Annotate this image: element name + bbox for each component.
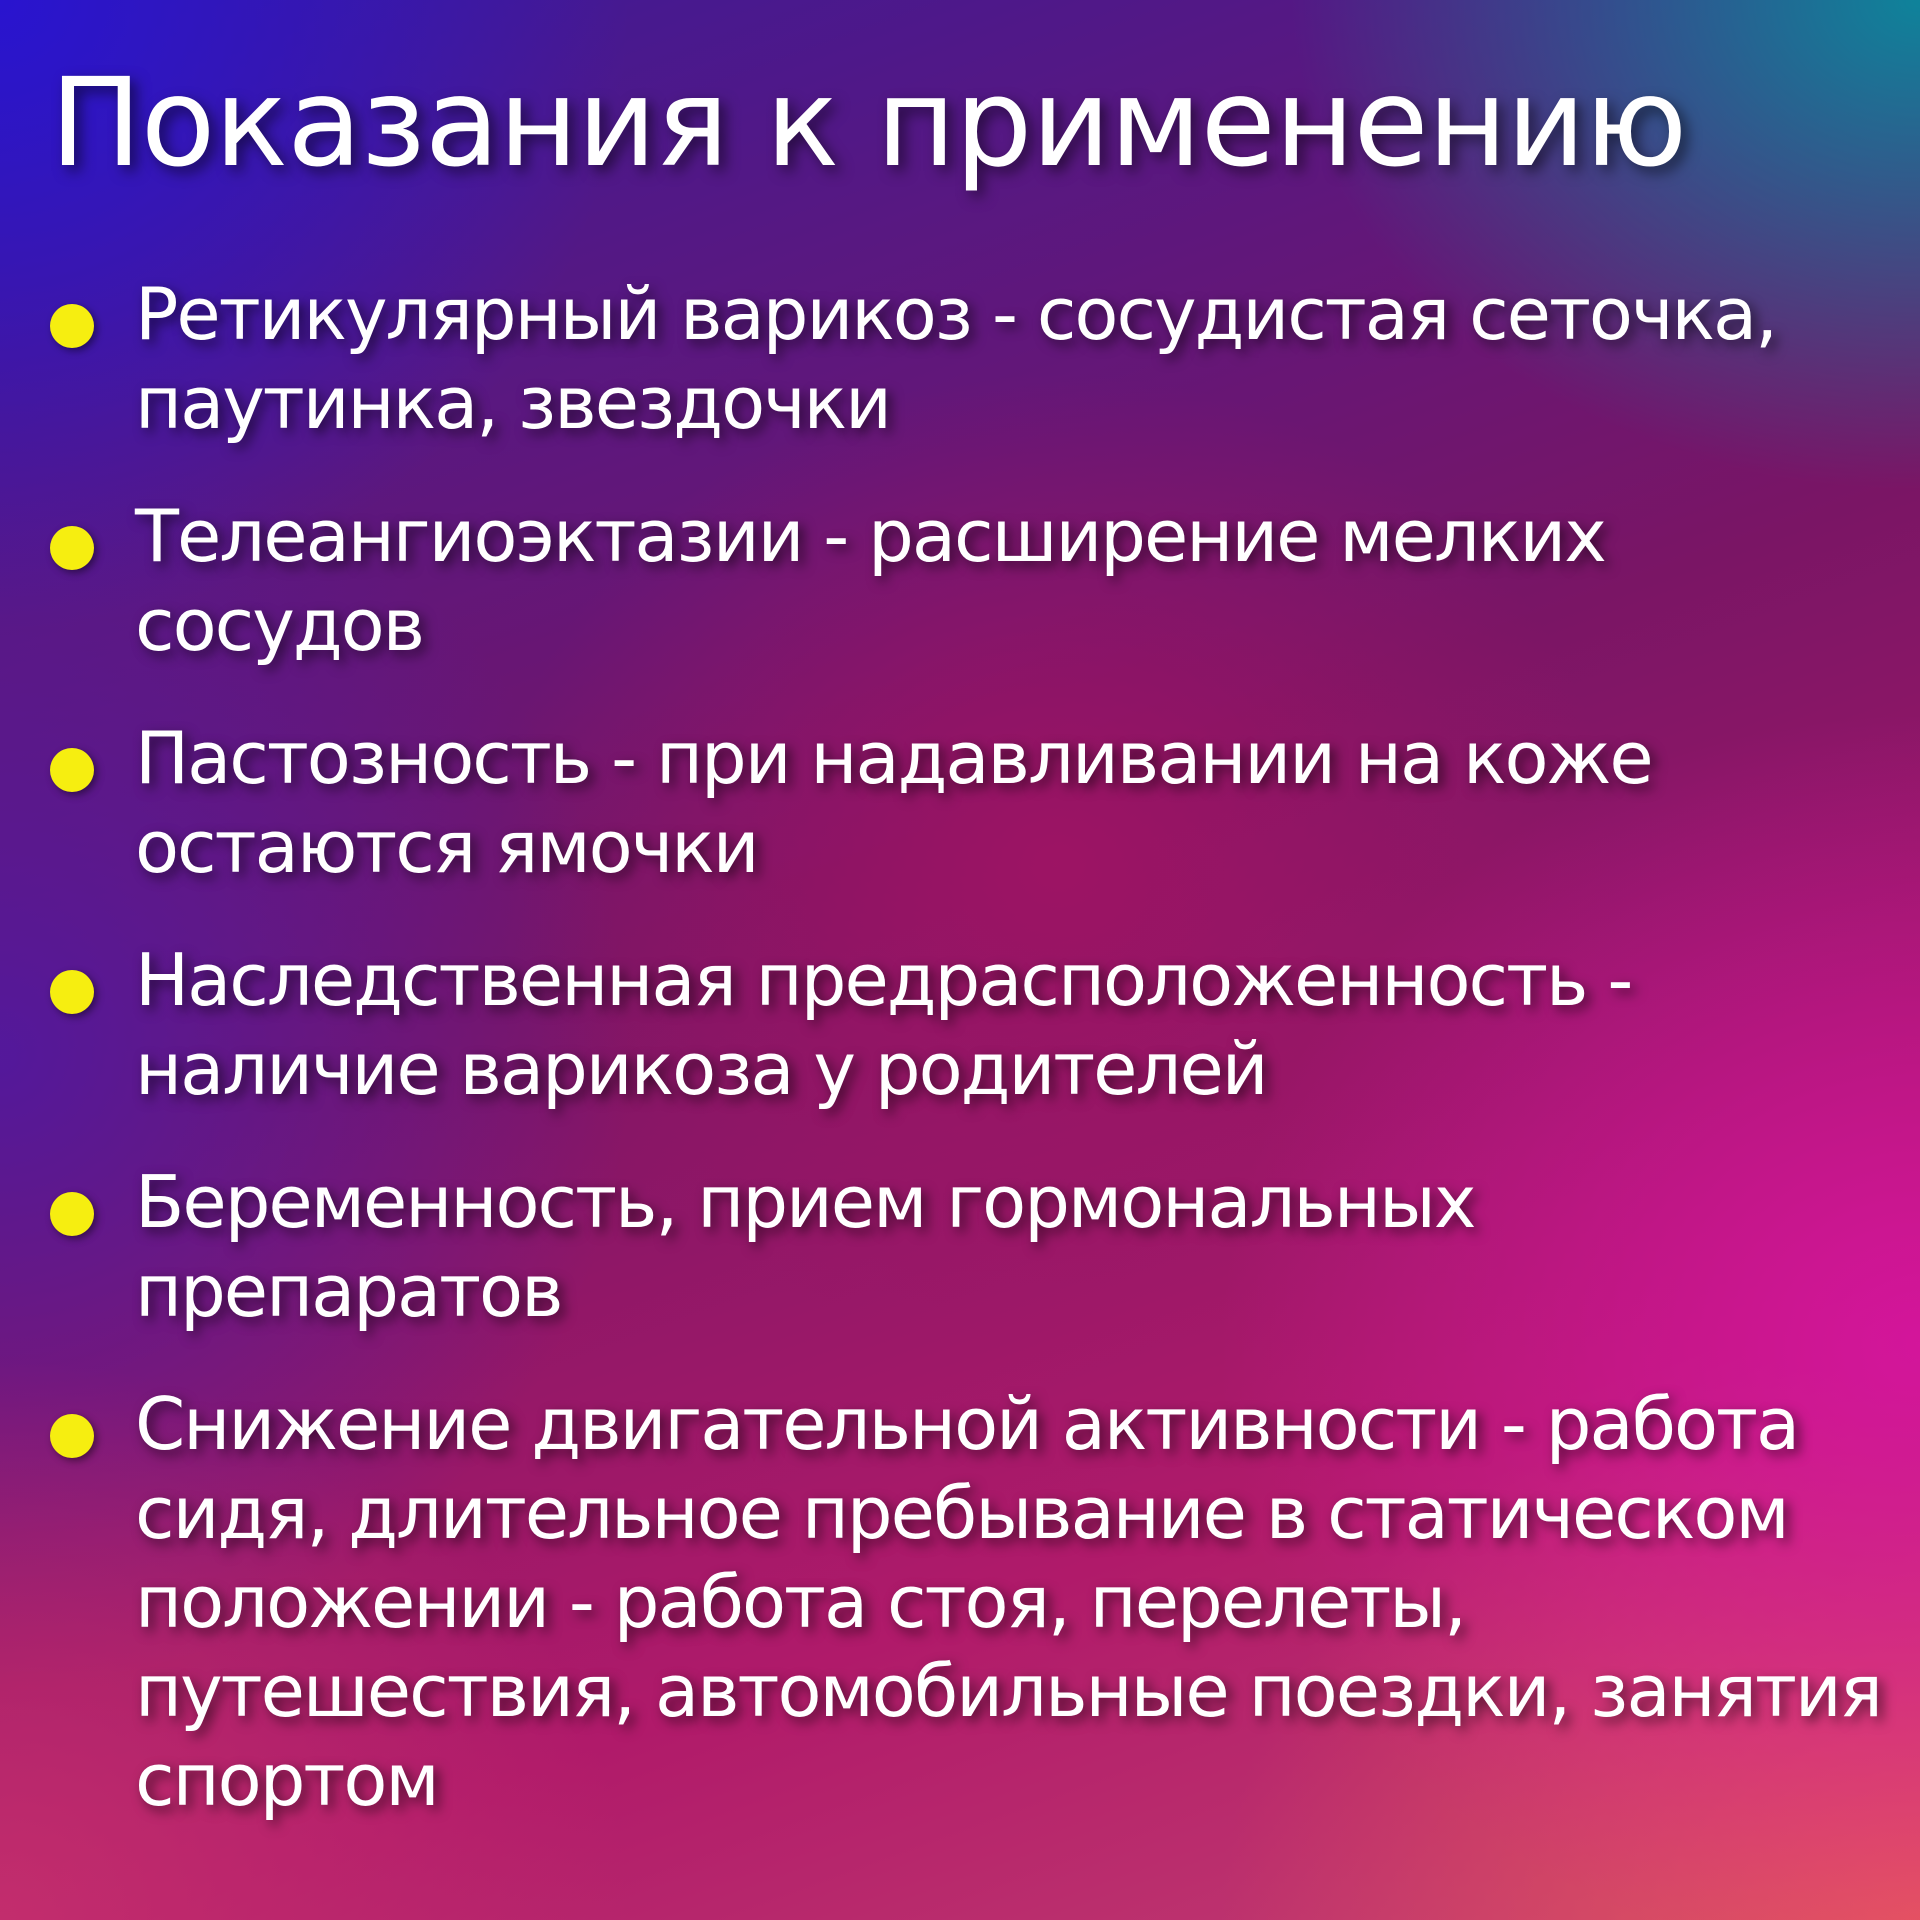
bullet-icon [50,1414,94,1458]
list-item-text: Телеангиоэктазии - расширение мелких сосудов [135,494,1605,667]
list-item [40,936,1890,1114]
bullet-icon [50,526,94,570]
list-item-text: Снижение двигательной активности - работа сидя, длительное пребывание в статическом положении - работа стоя, перелеты, путешествия, автомобильные поездки, занятия спортом [135,1382,1881,1822]
list-item [40,270,1890,448]
bullet-icon [50,748,94,792]
bullet-icon [50,970,94,1014]
bullet-icon [50,304,94,348]
list-item-text: Наследственная предрасположенность - наличие варикоза у родителей [135,938,1632,1111]
list-item-text: Ретикулярный варикоз - сосудистая сеточка, паутинка, звездочки [135,272,1776,445]
indications-list [40,270,1890,1869]
list-item [40,714,1890,892]
list-item [40,1158,1890,1336]
page-title: Показания к применению [50,52,1687,194]
bullet-icon [50,1192,94,1236]
list-item [40,492,1890,670]
list-item [40,1380,1890,1825]
list-item-text: Беременность, прием гормональных препаратов [135,1160,1475,1333]
list-item-text: Пастозность - при надавливании на коже остаются ямочки [135,716,1652,889]
